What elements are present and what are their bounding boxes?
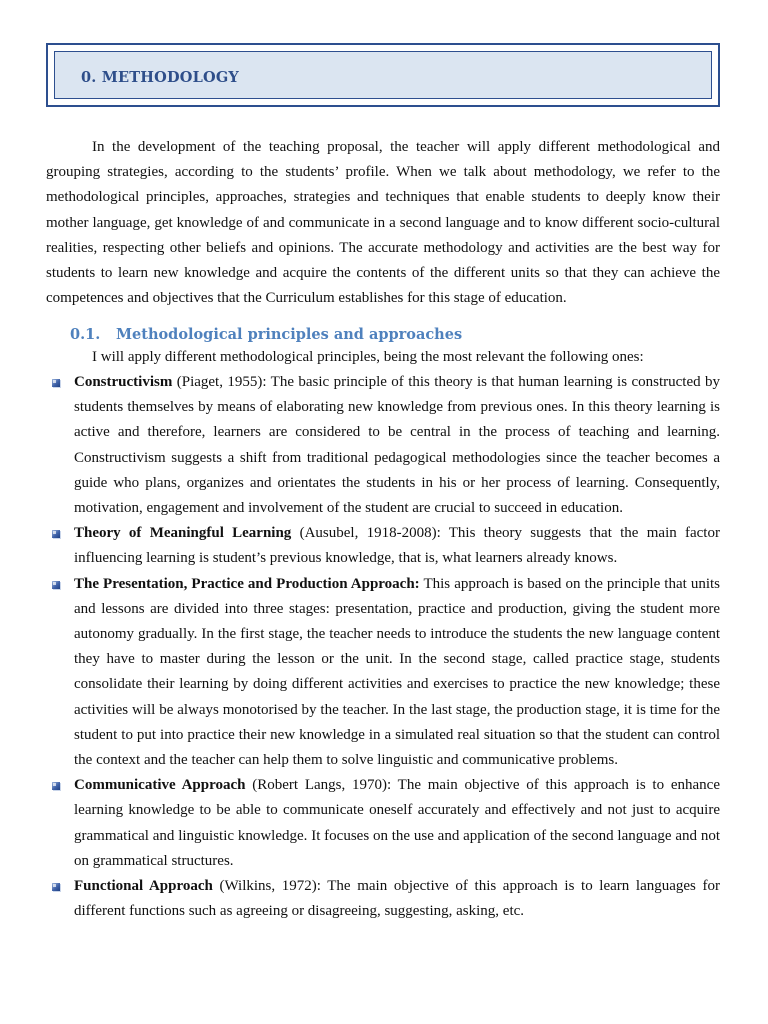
section-heading: 0. METHODOLOGY: [81, 69, 239, 86]
list-item: [74, 370, 720, 521]
square-bullet-icon: [52, 581, 60, 589]
section-heading-box: [46, 43, 720, 107]
principle-term: The Presentation, Practice and Production Approach:: [74, 575, 420, 592]
section-heading-inner: [54, 51, 712, 99]
square-bullet-icon: [52, 883, 60, 891]
principle-term: Communicative Approach: [74, 777, 246, 794]
list-item: [74, 874, 720, 924]
principle-text: This approach is based on the principle that units and lessons are divided into three stages: presentation, practice and production, giving the student more autonomy gradually. In the first stage, the teacher needs to introduce the students the new language content they have to master during the lesson or the unit. In the second stage, called practice stage, students consolidate their learning by doing different activities and exercises to practice the new knowledge; these activities will be always monotorised by the teacher. In the last stage, the production stage, it is time for the student to put into practice their new knowledge in a simulated real situation so that the student can control the context and the teacher can help them to solve linguistic and communicative problems.: [74, 575, 720, 769]
subsection-title: Methodological principles and approaches: [116, 326, 463, 343]
square-bullet-icon: [52, 379, 60, 387]
principle-term: Theory of Meaningful Learning: [74, 525, 292, 542]
subsection-number: 0.1.: [70, 326, 101, 343]
list-item: [74, 521, 720, 571]
lead-paragraph: I will apply different methodological principles, being the most relevant the following ones:: [92, 349, 644, 365]
square-bullet-icon: [52, 782, 60, 790]
principles-list: [74, 370, 720, 924]
principle-text: (Ausubel, 1918-2008): This theory suggests that the main factor influencing learning is student’s previous knowledge, that is, what learners already knows.: [74, 525, 720, 567]
principle-term: Functional Approach: [74, 878, 213, 895]
principle-text: (Piaget, 1955): The basic principle of this theory is that human learning is constructed by students themselves by means of elaborating new knowledge from previous ones. In this theory learning is active and therefore, learners are considered to be central in the process of teaching and learning. Constructivism suggests a shift from traditional pedagogical methodologies since the teacher becomes a guide who plans, organizes and orientates the students in his or her process of learning. Consequently, motivation, engagement and involvement of the student are crucial to succeed in education.: [74, 374, 720, 517]
principle-text: (Wilkins, 1972): The main objective of this approach is to learn languages for different functions such as agreeing or disagreeing, suggesting, asking, etc.: [74, 878, 720, 920]
square-bullet-icon: [52, 530, 60, 538]
principle-text: (Robert Langs, 1970): The main objective of this approach is to enhance learning knowledge to be able to communicate oneself accurately and effectively and not just to acquire grammatical and linguistic knowledge. It focuses on the use and application of the second language and not on grammatical structures.: [74, 777, 720, 869]
list-item: [74, 572, 720, 774]
intro-paragraph: In the development of the teaching proposal, the teacher will apply different methodological and grouping strategies, according to the students’ profile. When we talk about methodology, we refer to the methodological principles, approaches, strategies and techniques that enable students to deeply know their mother language, get knowledge of and communicate in a second language and to know different socio-cultural realities, respecting other beliefs and opinions. The accurate methodology and activities are the best way for students to learn new knowledge and acquire the contents of the different units so that they can achieve the competences and objectives that the Curriculum establishes for this stage of education.: [46, 139, 720, 307]
subsection-heading: [70, 326, 462, 343]
principle-term: Constructivism: [74, 374, 173, 390]
list-item: [74, 773, 720, 874]
